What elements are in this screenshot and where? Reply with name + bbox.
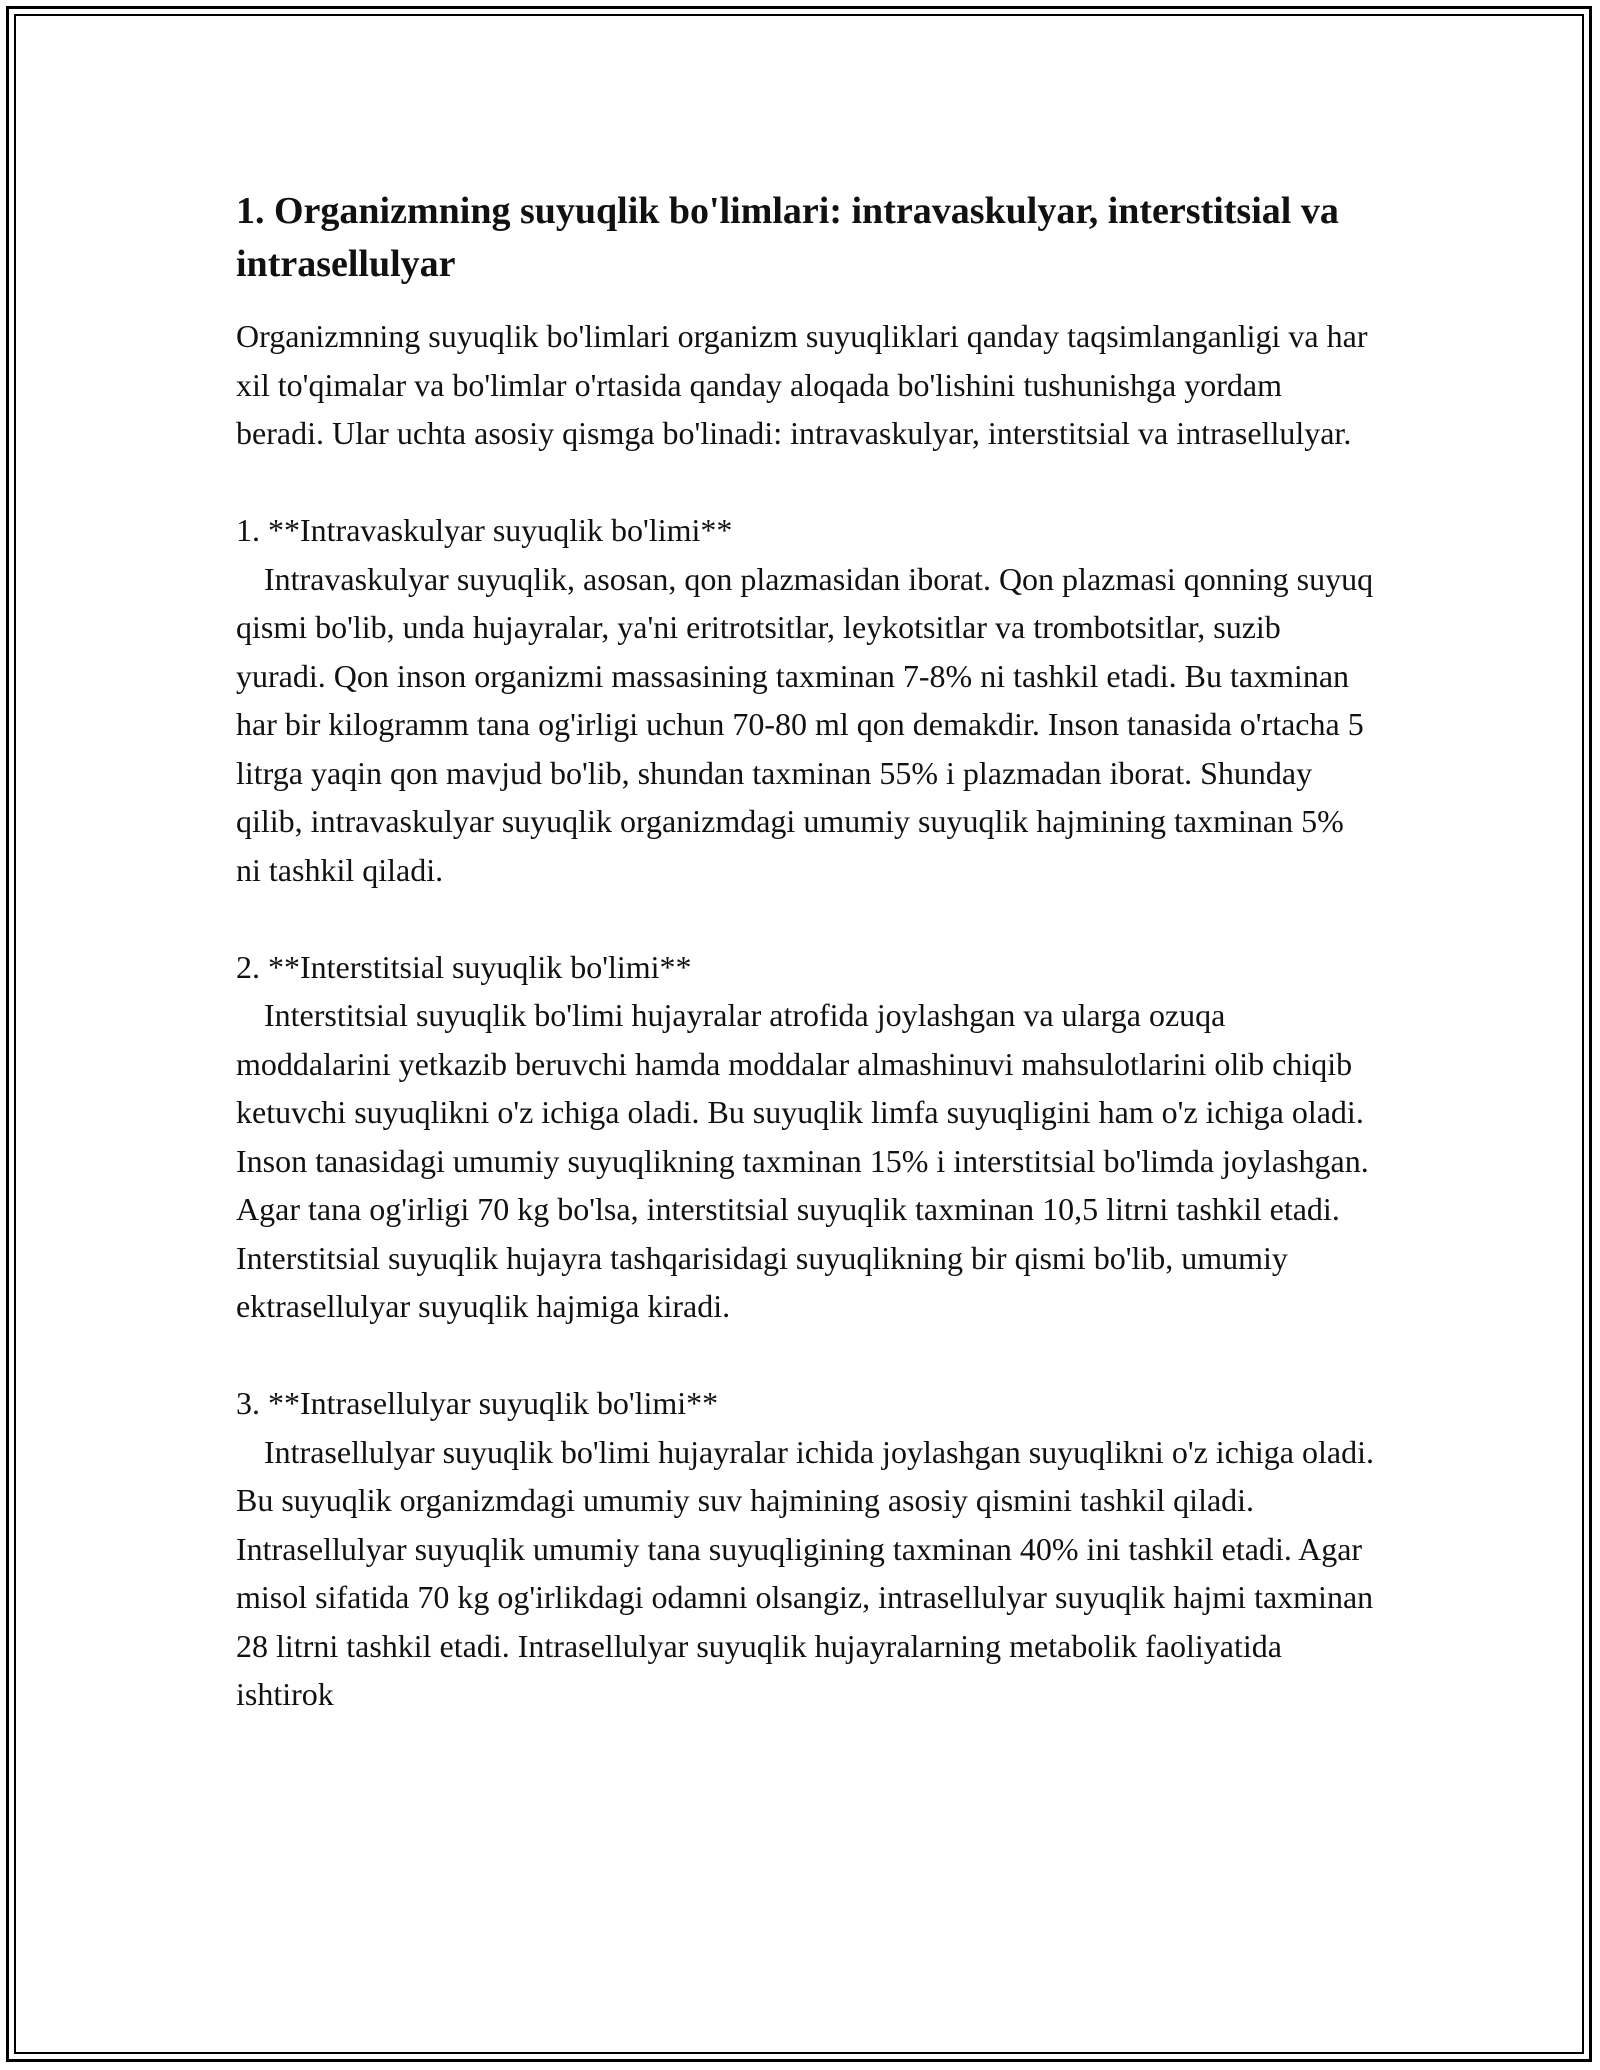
- section-interstitial: [236, 943, 1376, 1331]
- page-title: 1. Organizmning suyuqlik bo'limlari: intravaskulyar, interstitsial va intrasellulyar: [236, 190, 1339, 285]
- section-body: Intravaskulyar suyuqlik, asosan, qon plazmasidan iborat. Qon plazmasi qonning suyuq qismi bo'lib, unda hujayralar, ya'ni eritrotsitlar, leykotsitlar va trombotsitlar, suzib yuradi. Qon inson organizmi massasining taxminan 7-8% ni tashkil etadi. Bu taxminan har bir kilogramm tana og'irligi uchun 70-80 ml qon demakdir. Inson tanasida o'rtacha 5 litrga yaqin qon mavjud bo'lib, shundan taxminan 55% i plazmadan iborat. Shunday qilib, intravaskulyar suyuqlik organizmdagi umumiy suyuqlik hajmining taxminan 5% ni tashkil qiladi.: [236, 560, 1374, 888]
- section-body: Intrasellulyar suyuqlik bo'limi hujayralar ichida joylashgan suyuqlikni o'z ichiga oladi. Bu suyuqlik organizmdagi umumiy suv hajmining asosiy qismini tashkil qiladi. Intrasellulyar suyuqlik umumiy tana suyuqligining taxminan 40% ini tashkil etadi. Agar misol sifatida 70 kg og'irlikdagi odamni olsangiz, intrasellulyar suyuqlik hajmi taxminan 28 litrni tashkil etadi. Intrasellulyar suyuqlik hujayralarning metabolik faoliyatida ishtirok: [236, 1433, 1374, 1712]
- section-intravascular: [236, 506, 1376, 894]
- section-heading: 2. **Interstitsial suyuqlik bo'limi**: [236, 948, 692, 985]
- section-body: Interstitsial suyuqlik bo'limi hujayralar atrofida joylashgan va ularga ozuqa moddalarini yetkazib beruvchi hamda moddalar almashinuvi mahsulotlarini olib chiqib ketuvchi suyuqlikni o'z ichiga oladi. Bu suyuqlik limfa suyuqligini ham o'z ichiga oladi. Inson tanasidagi umumiy suyuqlikning taxminan 15% i interstitsial bo'limda joylashgan. Agar tana og'irligi 70 kg bo'lsa, interstitsial suyuqlik taxminan 10,5 litrni tashkil etadi. Interstitsial suyuqlik hujayra tashqarisidagi suyuqlikning bir qismi bo'lib, umumiy ektrasellulyar suyuqlik hajmiga kiradi.: [236, 997, 1369, 1324]
- spacer: [236, 894, 1376, 943]
- section-intracellular: [236, 1379, 1376, 1719]
- section-heading: 3. **Intrasellulyar suyuqlik bo'limi**: [236, 1385, 719, 1421]
- intro-paragraph: Organizmning suyuqlik bo'limlari organizm suyuqliklari qanday taqsimlanganligi va har xil to'qimalar va bo'limlar o'rtasida qanday aloqada bo'lishini tushunishga yordam beradi. Ular uchta asosiy qismga bo'linadi: intravaskulyar, interstitsial va intrasellulyar.: [236, 318, 1368, 451]
- spacer: [236, 458, 1376, 507]
- spacer: [236, 1331, 1376, 1380]
- section-heading: 1. **Intravaskulyar suyuqlik bo'limi**: [236, 512, 733, 548]
- document-content: [236, 185, 1376, 1719]
